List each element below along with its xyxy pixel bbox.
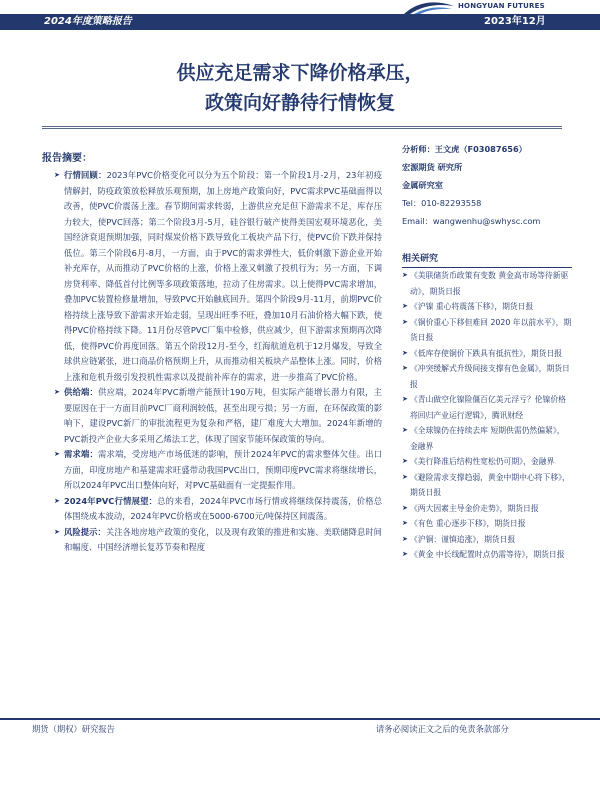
related-item[interactable] [402, 392, 572, 423]
title-divider [42, 126, 562, 127]
summary-text: 2023年PVC价格变化可以分为五个阶段：第一个阶段1月-2月，23年初疫情解封，防疫政策放松释放乐观预期，加上房地产政策向好，PVC需求PVC基础面得以改善，使PVC价震荡上涨。春节期间需求转弱，上游供应充足但下游需求不足，库存压力较大，使PVC回落；第二个阶段3月-5月，硅谷银行破产使得美国宏观环境恶化，美国经济衰退预期加强，同时煤炭价格下跌导致化工板块产品下行，使PVC价下跌并保持低位。第三个阶段6月-8月，一方面，由于PVC的需求弹性大，低价刺激下游企业开始补充库存，从而推动了PVC价格的上涨，价格上涨又刺激了投机行为；另一方面，下调房贷利率、降低首付比例等多项政策落地，拉动了住房需求。以上使得PVC需求增加，叠加PVC装置检修量增加，导致PVC开始触底回升。第四个阶段9月-11月，前期PVC价格持续上涨导致下游需求开始走弱，呈现出旺季不旺，叠加10月石油价格大幅下跌，使得PVC价格持续下降。11月份尽管PVC厂集中检修，供应减少，但下游需求预期再次降低，使得PVC价再度回落。第五个阶段12月-至今，红海航道危机于12月爆发，导致全球供应链紧张，进口商品价格预期上升，从而推动相关板块产品整体上涨。同时，价格上涨和危机升级引发投机性需求以及提前补库存的需求，进一步推高了PVC价格。 [64, 170, 382, 382]
report-type: 2024年度策略报告 [44, 16, 132, 27]
analyst-tel: Tel：010-82293558 [402, 198, 482, 208]
sidebar [402, 140, 572, 563]
bullet-icon: ➤ [402, 271, 408, 279]
title-line-2: 政策向好静待行情恢复 [204, 92, 395, 114]
summary-item-supply [42, 385, 382, 447]
bullet-icon: ➤ [402, 348, 408, 357]
related-item[interactable] [402, 299, 572, 315]
analyst-email[interactable]: Email：wangwenhu@swhysc.com [402, 216, 541, 226]
related-item[interactable] [402, 532, 572, 548]
summary-label: 风险提示： [64, 526, 106, 537]
related-item[interactable] [402, 423, 572, 454]
related-item-text: 《冲突缓解式升级间接支撑有色金属》，期货日报 [410, 364, 570, 389]
bullet-icon: ➤ [54, 171, 60, 179]
related-item[interactable] [402, 516, 572, 532]
related-item-text: 《黄金 中长线配置时点仍需等待》，期货日报 [410, 550, 565, 559]
summary-text: 关注各地房地产政策的变化，以及现有政策的推进和实施、美联储降息时间和幅度、中国经济增长复苏节奏和程度 [64, 526, 382, 552]
analyst-info [402, 140, 572, 230]
summary-heading: 报告摘要： [42, 153, 92, 164]
summary-item-review [42, 168, 382, 385]
bullet-icon: ➤ [54, 388, 60, 396]
header-bar [0, 0, 600, 30]
bullet-icon: ➤ [54, 496, 60, 505]
bullet-icon: ➤ [54, 450, 60, 458]
related-item[interactable] [402, 315, 572, 346]
summary-label: 需求端： [64, 449, 98, 459]
page-title [0, 58, 600, 118]
related-item-text: 《沪铜：谨慎追涨》，期货日报 [410, 534, 516, 544]
summary-text: 供应端，2024年PVC新增产能预计190万吨，但实际产能增长潜力有限，主要原因在于一方面目前PVC厂商利润较低，甚至出现亏损；另一方面，在环保政策的影响下，建设PVC新厂的审批流程更为复杂和严格，建厂难度大大增加。2024年新增的PVC新投产企业大多采用乙烯法工艺，体现了国家节能环保政策的导向。 [64, 387, 382, 444]
summary-label: 2024年PVC行情展望： [64, 495, 158, 506]
related-item-text: 《青山做空化镍险僵百亿美元浮亏？伦镍价格将回归产业运行逻辑》，腾讯财经 [410, 395, 566, 420]
related-item-text: 《沪镍 重心将震荡下移》，期货日报 [410, 302, 534, 311]
bullet-icon: ➤ [402, 534, 408, 543]
title-line-1: 供应充足需求下降价格承压， [176, 62, 424, 84]
related-item-text: 《铜价重心下移但难回 2020 年以前水平》，期货日报 [410, 317, 572, 342]
analyst-name: 分析师：王文虎（F03087656） [402, 144, 527, 154]
bullet-icon: ➤ [402, 503, 408, 512]
related-item-text: 《全球镍仍在持续去库 短期供需仍然偏紧》，金融界 [410, 426, 565, 451]
bullet-icon: ➤ [402, 302, 408, 310]
company-logo [398, 0, 598, 14]
related-item-text: 《低库存使铜价下跌具有抵抗性》，期货日报 [410, 348, 563, 358]
summary-section [42, 152, 382, 556]
related-item[interactable] [402, 501, 572, 517]
summary-item-outlook [42, 494, 382, 525]
bullet-icon: ➤ [402, 472, 408, 481]
footer-left-text: 期货（期权）研究报告 [32, 724, 115, 734]
related-item[interactable] [402, 470, 572, 501]
related-item[interactable] [402, 454, 572, 470]
logo-swoosh-icon [404, 0, 454, 14]
related-item-text: 《两大因素主导金价走势》，期货日报 [410, 503, 539, 513]
analyst-dept: 金属研究室 [402, 180, 443, 190]
related-item-text: 《避险需求支撑趋弱，黄金中期中心将下移》，期货日报 [410, 472, 570, 497]
summary-label: 供给端： [64, 387, 99, 397]
bullet-icon: ➤ [402, 395, 408, 403]
bullet-icon: ➤ [402, 426, 408, 434]
bullet-icon: ➤ [402, 550, 408, 558]
analyst-institute: 宏源期货 研究所 [402, 162, 463, 172]
bullet-icon: ➤ [402, 519, 408, 527]
related-item[interactable] [402, 547, 572, 563]
footer-disclaimer-text: 请务必阅读正文之后的免责条款部分 [376, 724, 509, 734]
summary-item-demand [42, 447, 382, 494]
related-item-text: 《美行降准后结构性宽松仍可期》，金融界 [410, 457, 555, 466]
related-heading: 相关研究 [402, 252, 572, 268]
related-item[interactable] [402, 346, 572, 362]
bullet-icon: ➤ [402, 364, 408, 372]
bullet-icon: ➤ [54, 527, 60, 536]
summary-text: 总的来看，2024年PVC市场行情或将继续保持震荡，价格总体围绕成本波动，2024年PVC价格或在5000-6700元/吨保持区间震荡。 [64, 495, 382, 521]
logo-text: HONGYUAN FUTURES [458, 2, 545, 10]
related-item-text: 《美联储货币政策有变数 黄金高市场等待新驱动》，期货日报 [410, 271, 569, 296]
summary-text: 需求端，受房地产市场低迷的影响，预计2024年PVC的需求整体欠佳。出口方面，印度房地产和基建需求旺盛带动我国PVC出口，预期印度PVC需求将继续增长，所以2024年PVC出口整体向好，对PVC基础面有一定提振作用。 [64, 449, 382, 490]
footer-bar [0, 718, 600, 738]
title-divider-2 [42, 128, 562, 129]
bullet-icon: ➤ [402, 457, 408, 465]
related-item[interactable] [402, 268, 572, 299]
bullet-icon: ➤ [402, 317, 408, 326]
related-list [402, 268, 572, 563]
related-item[interactable] [402, 361, 572, 392]
summary-item-risk [42, 525, 382, 556]
related-item-text: 《有色 重心逐步下移》，期货日报 [410, 519, 526, 528]
report-date: 2023年12月 [484, 16, 546, 27]
summary-label: 行情回顾： [64, 170, 107, 180]
